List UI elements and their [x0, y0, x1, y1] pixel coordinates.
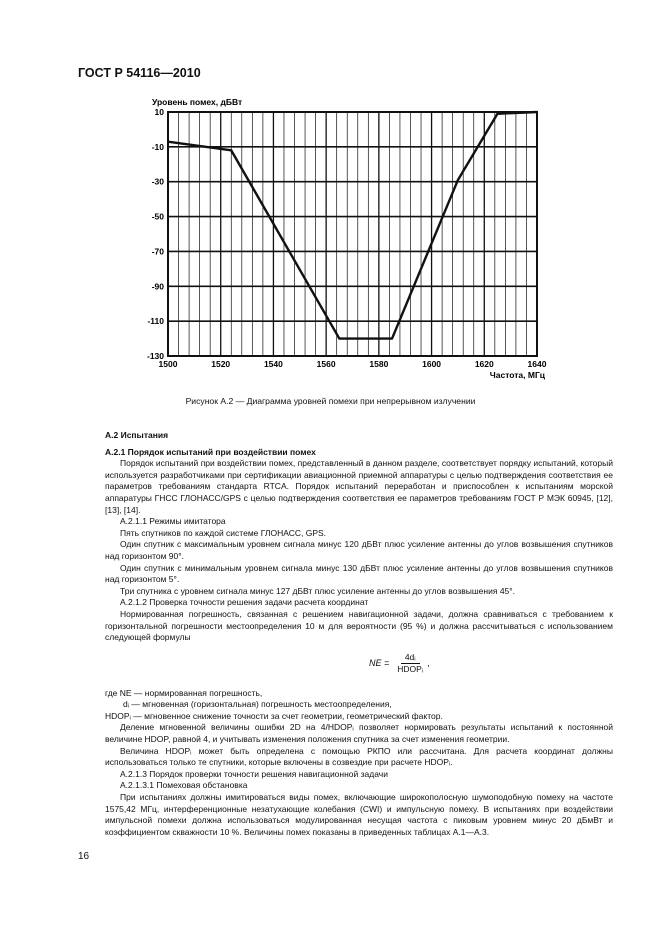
body-text	[105, 430, 613, 838]
formula-lhs: NE =	[369, 657, 390, 668]
figure-caption: Рисунок А.2 — Диаграмма уровней помехи при непрерывном излучении	[185, 396, 476, 406]
series-line	[168, 112, 537, 339]
y-tick-label: -10	[151, 141, 164, 152]
paragraph: Три спутника с уровнем сигнала минус 127 дБВт плюс усиление антенны до углов возвышения 45°.	[120, 585, 516, 596]
paragraph: Нормированная погрешность, связанная с решением навигационной задачи, должна сравниваться с требованием к горизонтальной погрешности местоопределения 10 м для вероятности (95 %) и должна рассчитываться с использованием следующей формулы	[105, 608, 613, 643]
y-tick-label: -30	[151, 176, 164, 187]
x-tick-label: 1540	[263, 359, 283, 369]
paragraph: Один спутник с минимальным уровнем сигнала минус 130 дБВт плюс усиление антенны до углов возвышения спутников над горизонтом 5°.	[105, 562, 613, 585]
subsection-heading: А.2.1.2 Проверка точности решения задачи расчета координат	[120, 597, 369, 608]
y-axis-label: Уровень помех, дБВт	[152, 97, 243, 107]
subsection-heading: А.2.1.3.1 Помеховая обстановка	[120, 780, 248, 791]
x-tick-label: 1520	[211, 359, 231, 369]
definition: где NE — нормированная погрешность,	[105, 687, 263, 698]
y-tick-label: -130	[146, 351, 164, 361]
x-tick-label: 1620	[474, 359, 494, 369]
interference-chart	[0, 0, 661, 390]
section-heading: А.2 Испытания	[105, 430, 169, 440]
paragraph: Деление мгновенной величины ошибки 2D на 4/HDOPᵢ позволяет нормировать результаты испытаний к постоянной величине HDOP, равной 4, и учитывать изменения положения спутника за счет изменения геометрии.	[105, 722, 613, 745]
chart-series	[168, 112, 537, 339]
x-tick-label: 1600	[422, 359, 442, 369]
subsection-heading: А.2.1 Порядок испытаний при воздействии помех	[105, 446, 316, 457]
formula-denominator: HDOPᵢ	[397, 664, 424, 675]
x-tick-label: 1500	[158, 359, 178, 369]
subsection-heading: А.2.1.1 Режимы имитатора	[120, 516, 226, 527]
x-tick-label: 1580	[369, 359, 389, 369]
paragraph: Пять спутников по каждой системе ГЛОНАСС, GPS.	[120, 527, 327, 538]
subsection-heading: А.2.1.3 Порядок проверки точности решения навигационной задачи	[120, 768, 388, 779]
x-tick-label: 1640	[527, 359, 547, 369]
paragraph: Величина HDOPᵢ может быть определена с помощью РКПО или рассчитана. Для расчета координат должны использоваться только те спутники, которые включены в созвездие при расчете HDOPᵢ.	[105, 745, 613, 768]
y-tick-label: -70	[151, 246, 164, 257]
definition: dᵢ — мгновенная (горизонтальная) погрешность местоопределения,	[123, 699, 392, 710]
x-axis-label: Частота, МГц	[489, 370, 545, 380]
formula-end: ,	[427, 657, 430, 668]
formula	[105, 646, 613, 684]
paragraph: Один спутник с максимальным уровнем сигнала минус 120 дБВт плюс усиление антенны до углов возвышения спутников над горизонтом 90°.	[105, 539, 613, 561]
page-number: 16	[78, 851, 90, 862]
document-header: ГОСТ Р 54116—2010	[78, 66, 201, 80]
paragraph: Порядок испытаний при воздействии помех, представленный в данном разделе, соответствует порядку испытаний, который используется разработчиками при сертификации авиационной приемной аппаратуры с целью подтверждения соответствия ее параметров требованиям стандарта RTCA. Порядок испытаний переработан и приспособлен к испытаниям морской аппаратуры ГНСС ГЛОНАСС/GPS с целью подтверждения соответствия ее параметров требованиям ГОСТ Р МЭК 60945, [12], [13], [14].	[105, 458, 613, 515]
y-tick-label: -110	[147, 316, 164, 327]
y-tick-label: -50	[151, 211, 164, 222]
x-tick-label: 1560	[316, 359, 336, 369]
y-tick-label: 10	[154, 107, 164, 117]
y-tick-label: -90	[151, 281, 164, 292]
paragraph: При испытаниях должны имитироваться виды помех, включающие широкополосную шумоподобную помеху на частоте 1575,42 МГц, интерференционные незатухающие колебания (CWI) и импульсную помеху. В испытаниях при воздействии импульсной помехи должна использоваться модулированная несущая частота с пиковым уровнем минус 20 дБмВт и коэффициентом скважности 10 %. Величины помех показаны в приведенных таблицах А.1—А.3.	[105, 792, 613, 837]
formula-numerator: 4dᵢ	[401, 652, 420, 665]
definition: HDOPᵢ — мгновенное снижение точности за счет геометрии, геометрический фактор.	[105, 710, 443, 721]
